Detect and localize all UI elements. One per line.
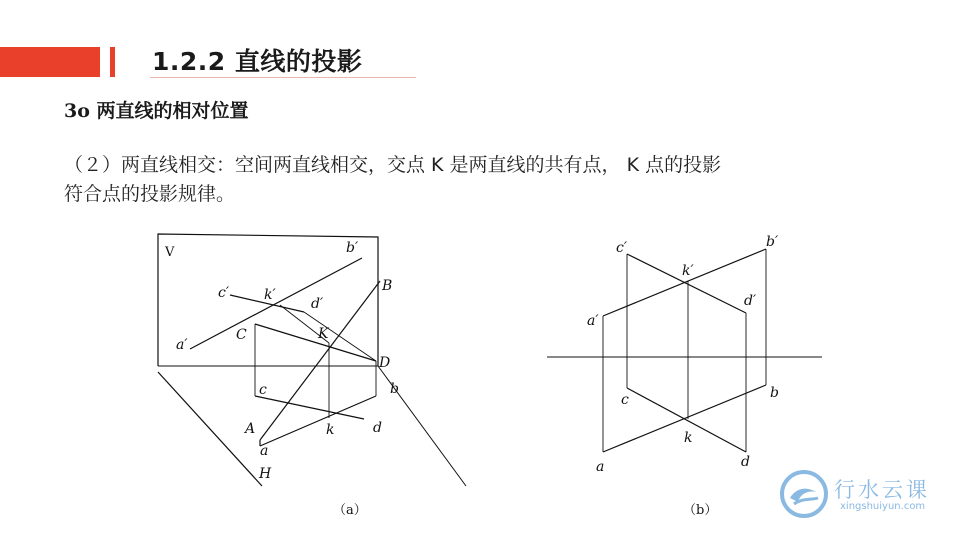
label-b-a-prime: a′: [587, 313, 599, 329]
projector-d-prime: [304, 312, 376, 361]
figure-a: [158, 234, 466, 486]
logo-url: xingshuiyun.com: [840, 501, 926, 512]
label-b-d-prime: d′: [744, 293, 757, 309]
line-c-d: [255, 396, 364, 419]
label-b-b: b: [770, 385, 779, 401]
label-b-k: k: [684, 430, 693, 446]
figure-b: [547, 249, 822, 452]
label-b-k-prime: k′: [682, 263, 694, 279]
label-B: B: [382, 278, 393, 294]
label-k-prime: k′: [264, 287, 276, 303]
caption-b: （b）: [683, 503, 718, 518]
label-D: D: [379, 355, 391, 371]
line-CD: [255, 324, 376, 361]
label-b: b: [390, 381, 399, 397]
label-a: a: [260, 443, 269, 459]
label-c-prime: c′: [218, 285, 230, 301]
figure-b-labels: [587, 234, 779, 518]
label-c: c: [259, 382, 267, 398]
label-b-c: c: [621, 392, 629, 408]
label-k: k: [326, 422, 335, 438]
logo-name: 行水云课: [834, 478, 930, 502]
wave-logo-icon: [778, 468, 830, 520]
section-title: 1.2.2 直线的投影: [152, 47, 363, 76]
label-A: A: [245, 421, 256, 437]
label-V: V: [165, 245, 175, 260]
label-b-prime: b′: [346, 240, 359, 256]
label-C: C: [236, 327, 247, 343]
figure-a-labels: [164, 240, 399, 518]
label-b-b-prime: b′: [766, 234, 779, 250]
subtitle: 3o 两直线的相对位置: [64, 100, 249, 122]
label-a-prime: a′: [176, 337, 188, 353]
body-line-2: 符合点的投影规律。: [64, 183, 236, 205]
label-d-prime: d′: [311, 296, 324, 312]
caption-a: （a）: [333, 503, 367, 518]
body-line-1: （２）两直线相交：空间两直线相交，交点 K 是两直线的共有点， K 点的投影: [64, 154, 722, 176]
site-logo: [778, 468, 948, 520]
h-plane-outline: [158, 366, 466, 486]
line-a-prime-b-prime: [190, 258, 362, 349]
label-H: H: [259, 466, 272, 482]
label-b-c-prime: c′: [616, 240, 628, 256]
label-K: K: [318, 326, 329, 342]
label-b-d: d: [741, 454, 750, 470]
label-d: d: [373, 420, 382, 436]
line-a-b: [260, 396, 376, 446]
label-b-a: a: [596, 459, 605, 475]
